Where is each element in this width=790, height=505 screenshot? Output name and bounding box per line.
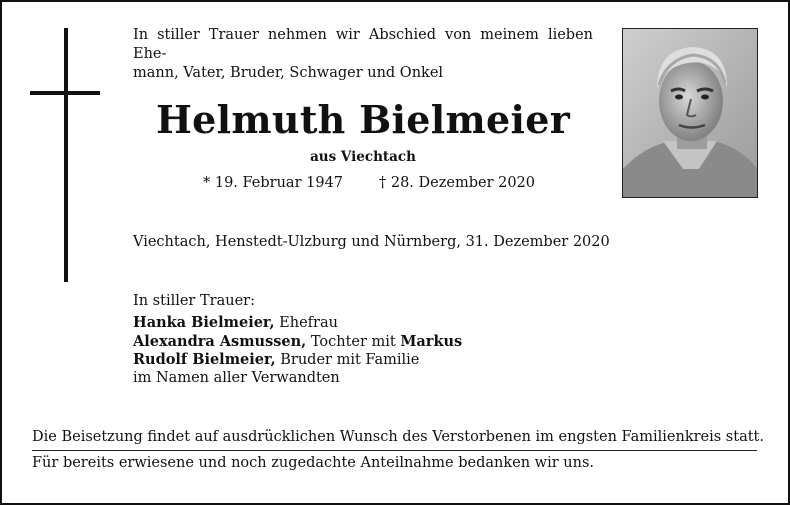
portrait-illustration [623, 29, 757, 197]
portrait-photo [622, 28, 758, 198]
intro-line-2: mann, Vater, Bruder, Schwager und Onkel [133, 65, 444, 81]
funeral-note: Die Beisetzung findet auf ausdrücklichen Wunsch des Verstorbenen im engsten Familienkreis statt. [32, 429, 764, 445]
mourner-row [133, 314, 462, 333]
mourner-relation: Tochter mit [306, 333, 401, 350]
origin: aus Viechtach [310, 149, 416, 165]
place-and-date: Viechtach, Henstedt-Ulzburg und Nürnberg, 31. Dezember 2020 [133, 234, 610, 250]
divider-rule [32, 450, 757, 451]
mourner-row [133, 351, 462, 370]
mourner-relation: Bruder mit Familie [275, 352, 420, 368]
mourner-relation: Ehefrau [274, 315, 338, 331]
cross-icon [64, 28, 68, 282]
cross-icon-bar [30, 91, 100, 95]
mourner-row [133, 333, 462, 352]
intro-line-1: In stiller Trauer nehmen wir Abschied von meinem lieben Ehe- [133, 27, 593, 62]
mourner-name: Alexandra Asmussen, [133, 332, 307, 350]
death-date: † 28. Dezember 2020 [379, 175, 536, 191]
mourners-title: In stiller Trauer: [133, 293, 255, 309]
mourner-name: Rudolf Bielmeier, [133, 351, 276, 368]
mourner-relation: im Namen aller Verwandten [133, 369, 340, 386]
mourner-name: Hanka Bielmeier, [133, 314, 275, 331]
birth-date: * 19. Februar 1947 [203, 175, 344, 191]
deceased-name: Helmuth Bielmeier [155, 97, 571, 142]
mourners-list [133, 314, 462, 387]
mourner-row [133, 370, 462, 388]
thanks-note: Für bereits erwiesene und noch zugedachte Anteilnahme bedanken wir uns. [32, 455, 594, 471]
intro-text [133, 26, 593, 83]
mourner-partner: Markus [400, 332, 463, 350]
